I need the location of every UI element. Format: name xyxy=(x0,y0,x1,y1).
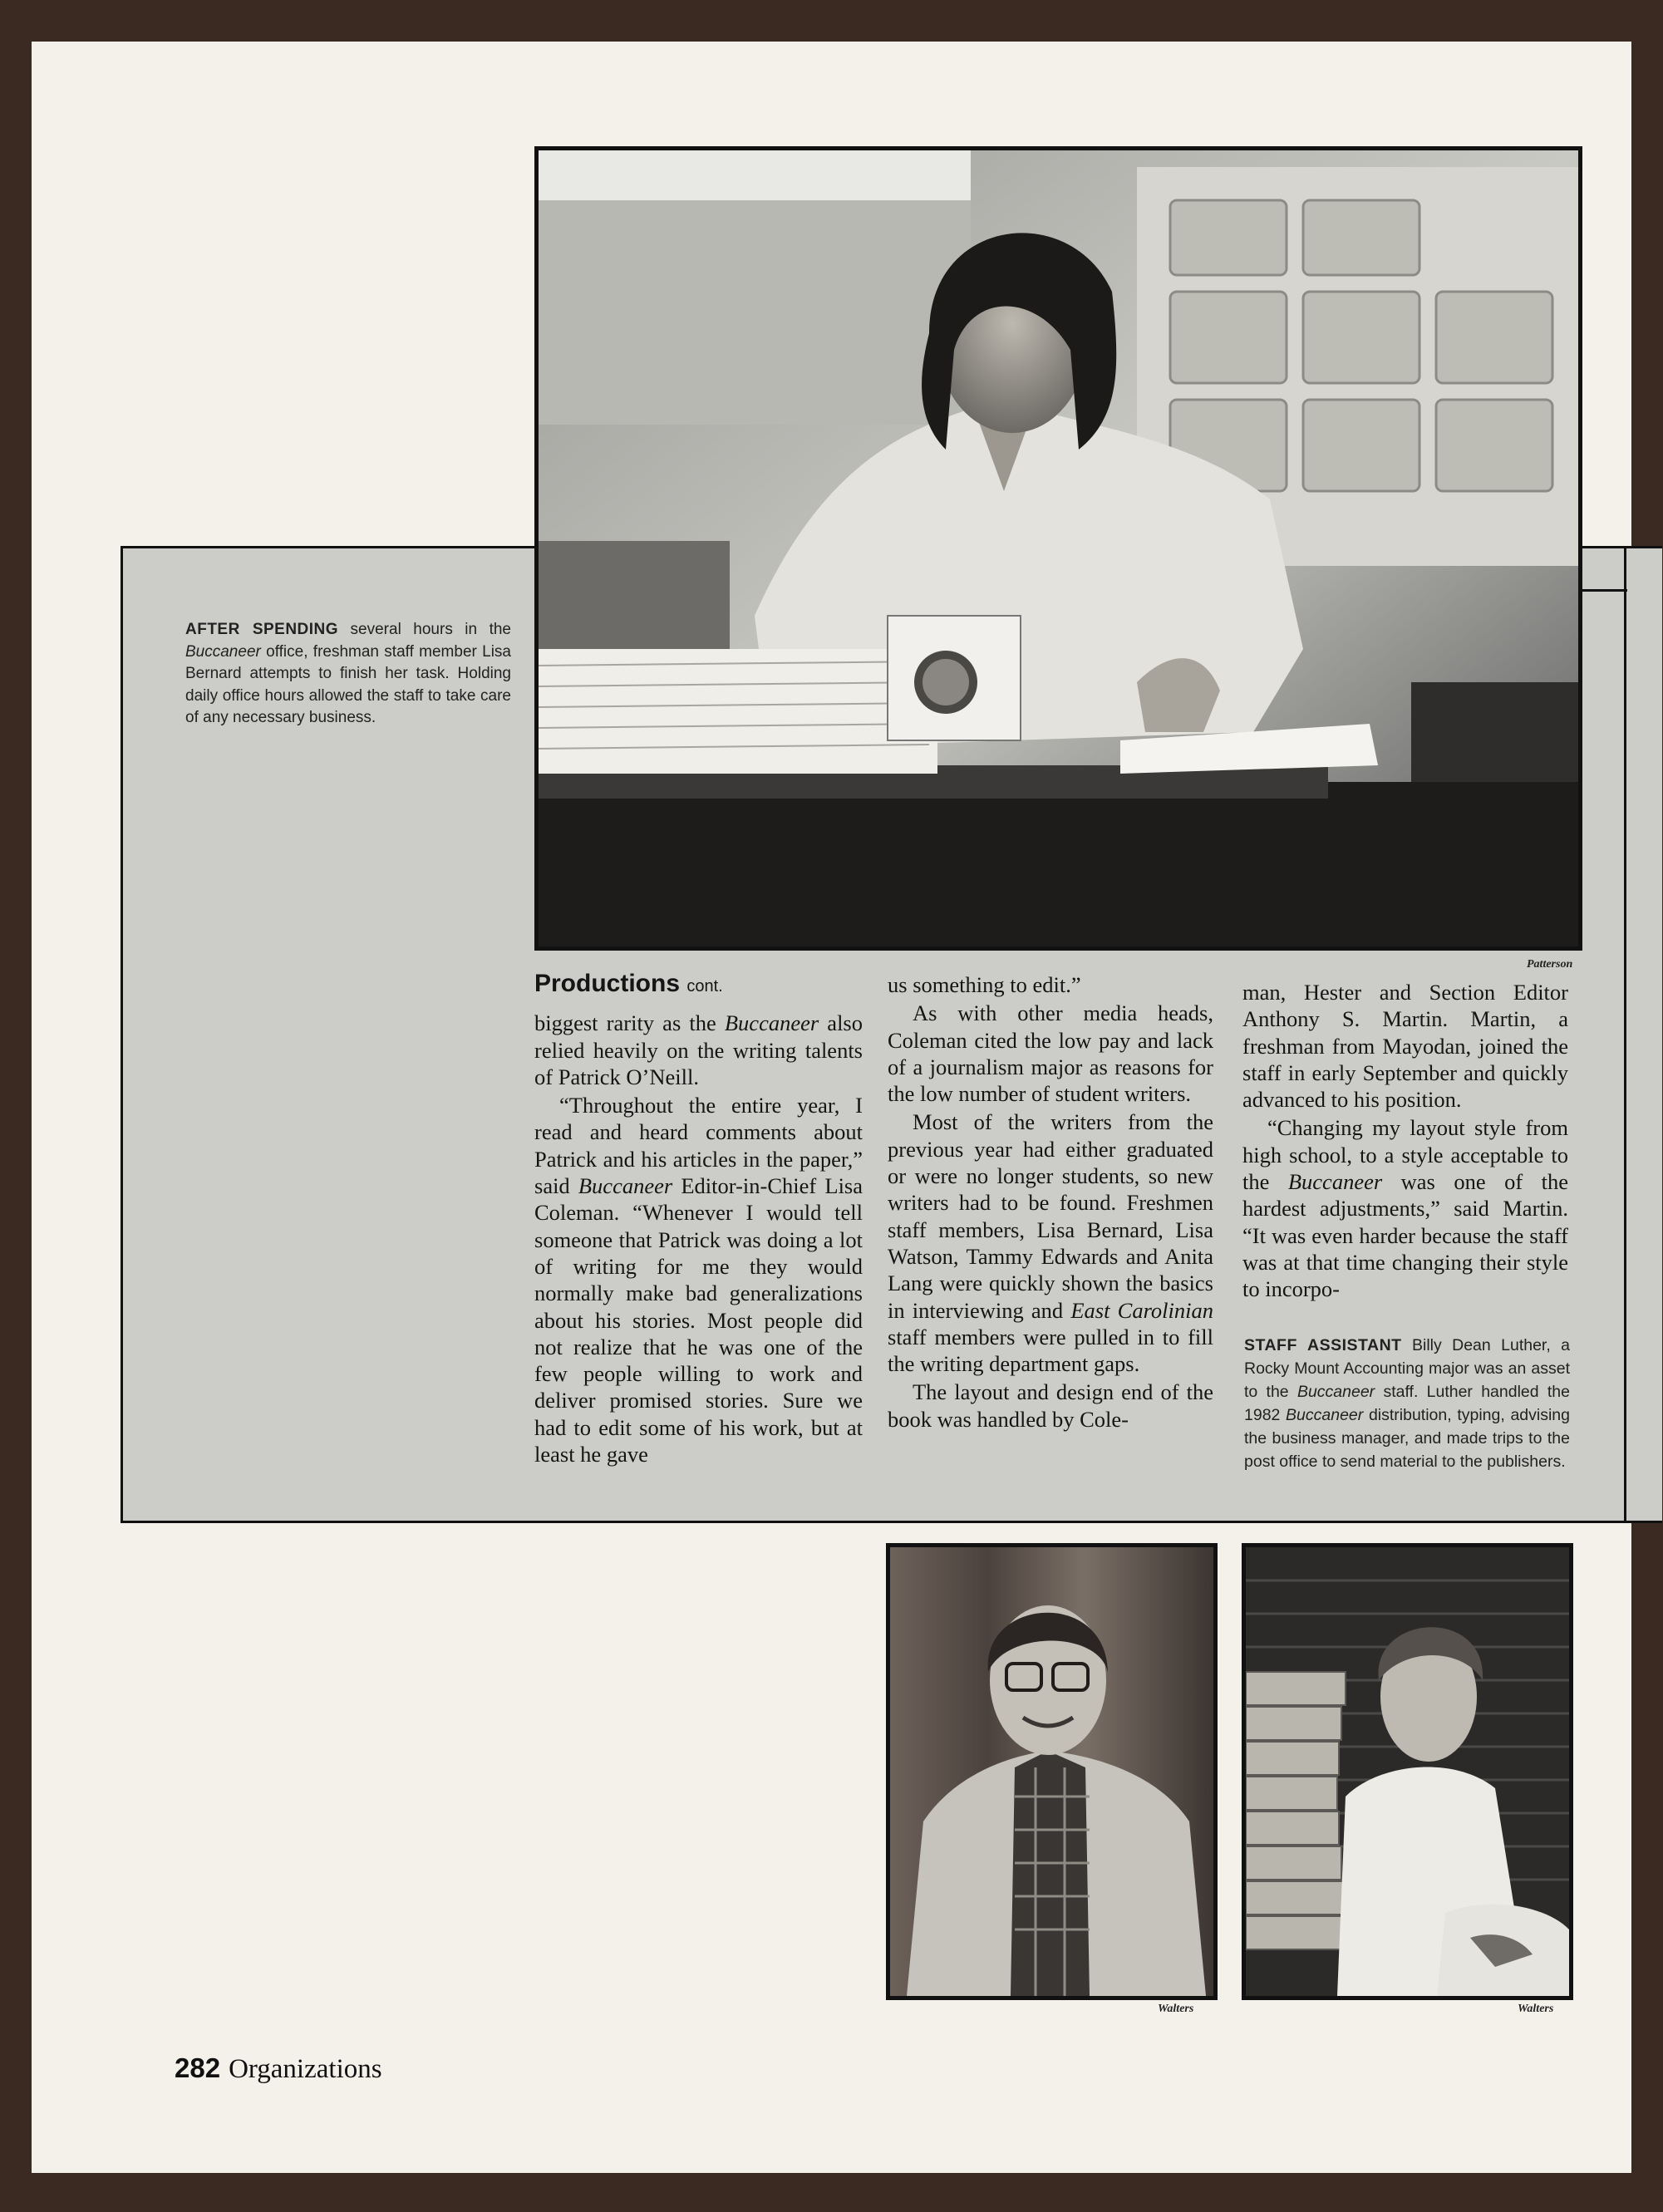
box-top-extension xyxy=(1579,589,1627,592)
bottom-right-photo xyxy=(1242,1543,1573,2000)
caption-lead: STAFF ASSISTANT xyxy=(1244,1336,1402,1354)
paragraph: Most of the writers from the previous year had either graduated or were no longer students, so new writers had to be found. Freshmen staff members, Lisa Bernard, Lisa Watson, Tammy Edwards and Anita Lang were quickly shown the basics in interviewing and East Carolinian staff members were pulled in to fill the writing department gaps. xyxy=(888,1109,1213,1377)
staff-assistant-caption: STAFF ASSISTANT Billy Dean Luther, a Rocky Mount Accounting major was an asset to the Buccaneer staff. Luther handled the 1982 Buccaneer distribution, typing, advising the business manager, and made trips to the post office to send material to the publishers. xyxy=(1244,1336,1570,1471)
article-column-2 xyxy=(888,971,1213,1434)
main-photo xyxy=(534,146,1582,951)
bottom-right-photo-image xyxy=(1246,1547,1569,1996)
paragraph: “Changing my layout style from high school, to a style acceptable to the Buccaneer was one of the hardest adjustments,” said Martin. “It was even harder because the staff was at that time changing their style to incorpo- xyxy=(1242,1115,1568,1302)
main-photo-caption xyxy=(185,619,511,730)
paragraph: biggest rarity as the Buccaneer also relied heavily on the writing talents of Patrick O’Neill. xyxy=(534,1010,863,1089)
main-photo-image xyxy=(539,150,1578,946)
main-photo-credit: Patterson xyxy=(1527,958,1573,971)
bottom-left-photo-credit: Walters xyxy=(1158,2003,1194,2015)
bottom-left-photo xyxy=(886,1543,1218,2000)
heading-text: Productions xyxy=(534,970,681,997)
caption-text: several hours in the xyxy=(338,621,511,638)
page-number: 282 xyxy=(175,2052,221,2083)
article-column-1 xyxy=(534,971,863,1469)
bottom-left-photo-image xyxy=(890,1547,1213,1996)
paragraph: man, Hester and Section Editor Anthony S. Martin. Martin, a freshman from Mayodan, joined the staff in early September and quickly advanced to his position. xyxy=(1242,980,1568,1113)
caption-italic: Buccaneer xyxy=(185,642,261,661)
caption-text: office, freshman staff member Lisa Bernard attempts to finish her task. Holding daily office hours allowed the staff to take care of any necessary business. xyxy=(185,642,511,726)
paragraph: The layout and design end of the book was handled by Cole- xyxy=(888,1379,1213,1432)
paragraph: As with other media heads, Coleman cited the low pay and lack of a journalism major as reasons for the low number of student writers. xyxy=(888,1000,1213,1107)
box-right-rule xyxy=(1624,546,1626,1521)
bottom-right-photo-credit: Walters xyxy=(1518,2003,1554,2015)
caption-lead: AFTER SPENDING xyxy=(185,621,339,638)
heading-suffix: cont. xyxy=(686,977,723,995)
article-column-3 xyxy=(1242,979,1568,1305)
section-name: Organizations xyxy=(229,2054,382,2084)
page-footer xyxy=(175,2052,382,2085)
paragraph: “Throughout the entire year, I read and heard comments about Patrick and his articles in the paper,” said Buccaneer Editor-in-Chief Lisa Coleman. “Whenever I would tell someone that Patrick was doing a lot of writing for me they would normally make bad generalizations about his stories. Most people did not realize that he was one of the few people willing to work and deliver promised stories. Sure we had to edit some of his work, but at least he gave xyxy=(534,1093,863,1467)
article-heading xyxy=(534,971,863,1000)
paragraph: us something to edit.” xyxy=(888,972,1081,997)
